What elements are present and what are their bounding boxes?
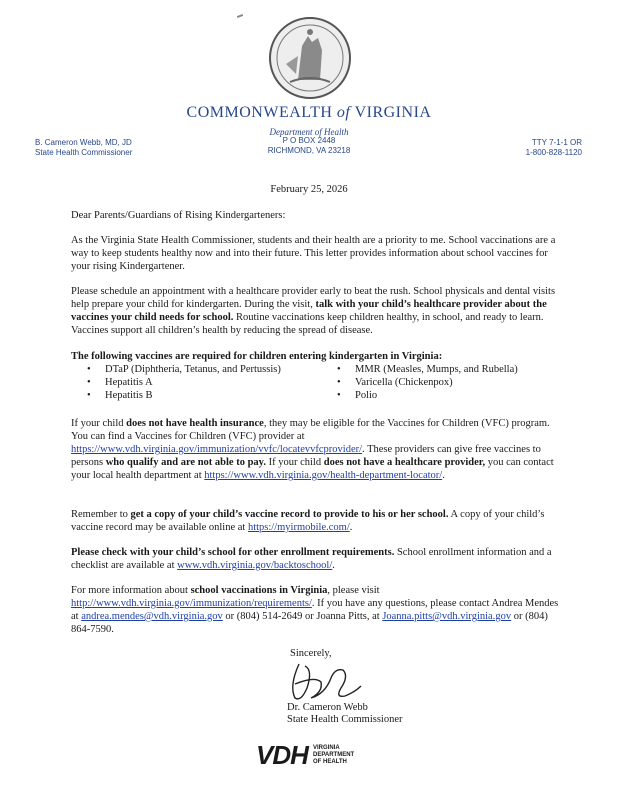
- back-to-school-link[interactable]: www.vdh.virginia.gov/backtoschool/: [177, 560, 333, 571]
- contact-block: TTY 7-1-1 OR 1-800-828-1120: [525, 138, 582, 157]
- vfc-provider-link[interactable]: https://www.vdh.virginia.gov/immunization/vvfc/locatevvfcprovider/: [71, 444, 363, 455]
- list-item: • Hepatitis B: [83, 389, 281, 402]
- list-item: • Hepatitis A: [83, 376, 281, 389]
- vdh-logo-subtitle: VIRGINIA DEPARTMENT OF HEALTH: [313, 745, 355, 765]
- mailing-address: P O BOX 2448 RICHMOND, VA 23218: [267, 136, 351, 155]
- scan-mark: [237, 14, 243, 18]
- paragraph-contact: For more information about school vaccinations in Virginia, please visit http://www.vdh.virginia.gov/immunization/requirements/. If you have any questions, please contact Andrea Mendes at andrea.mendes@vdh.virginia.gov or (804) 514-2649 or Joanna Pitts, at Joanna.pitts@vdh.virginia.gov or (804) 864-7590.: [71, 585, 559, 635]
- salutation: Dear Parents/Guardians of Rising Kindergarteners:: [71, 210, 286, 221]
- requirements-link[interactable]: http://www.vdh.virginia.gov/immunization/requirements/: [71, 598, 312, 609]
- signatory: Dr. Cameron Webb State Health Commissioner: [287, 702, 403, 725]
- list-item: • Varicella (Chickenpox): [333, 376, 518, 389]
- paragraph-insurance: If your child does not have health insurance, they may be eligible for the Vaccines for Children (VFC) program. You can find a Vaccines for Children (VFC) provider at https://www.vdh.virginia.gov/immunization/vvfc/locatevvfcprovider/. These providers can give free vaccines to persons who qualify and are not able to pay. If your child does not have a healthcare provider, you can contact your local health department at https://www.vdh.virginia.gov/health-department-locator/.: [71, 418, 554, 481]
- paragraph-vaccine-record: Remember to get a copy of your child’s vaccine record to provide to his or her school. A copy of your child’s vaccine record may be available online at https://myirmobile.com/.: [71, 509, 545, 533]
- health-department-link[interactable]: https://www.vdh.virginia.gov/health-department-locator/: [204, 470, 443, 481]
- letter-date: February 25, 2026: [270, 184, 348, 195]
- list-item: • Polio: [333, 389, 518, 402]
- myir-link[interactable]: https://myirmobile.com/: [247, 522, 350, 533]
- vaccine-list: [71, 363, 566, 403]
- joanna-email-link[interactable]: Joanna.pitts@vdh.virginia.gov: [382, 611, 512, 622]
- paragraph-appointment: Please schedule an appointment with a healthcare provider early to beat the rush. School physicals and dental visits help prepare your child for kindergarten. During the visit, talk with your child’s healthcare provider about the vaccines your child needs for school. Routine vaccinations keep children healthy, in school, and ready to learn. Vaccines support all children’s health by reducing the spread of disease.: [71, 286, 556, 336]
- paragraph-intro: As the Virginia State Health Commissioner, students and their health are a priority to me. School vaccinations are a way to keep students healthy now and into their future. This letter provides information about school vaccines for your rising Kindergartener.: [71, 235, 556, 272]
- commissioner-block: B. Cameron Webb, MD, JD State Health Commissioner: [35, 138, 133, 157]
- list-item: • MMR (Measles, Mumps, and Rubella): [333, 363, 518, 376]
- letterhead-title: COMMONWEALTH of VIRGINIA: [186, 104, 432, 121]
- vdh-logo: VDH: [256, 740, 308, 770]
- closing: Sincerely,: [290, 648, 332, 659]
- list-item: • DTaP (Diphtheria, Tetanus, and Pertussis): [83, 363, 281, 376]
- andrea-email-link[interactable]: andrea.mendes@vdh.virginia.gov: [81, 611, 223, 622]
- virginia-seal-icon: [268, 16, 352, 100]
- signature-image: [285, 658, 365, 704]
- vaccines-heading: The following vaccines are required for children entering kindergarten in Virginia:: [71, 351, 443, 362]
- paragraph-enrollment: Please check with your child’s school for other enrollment requirements. School enrollment information and a checklist are available at www.vdh.virginia.gov/backtoschool/.: [71, 547, 552, 571]
- department-name: Department of Health: [269, 127, 349, 137]
